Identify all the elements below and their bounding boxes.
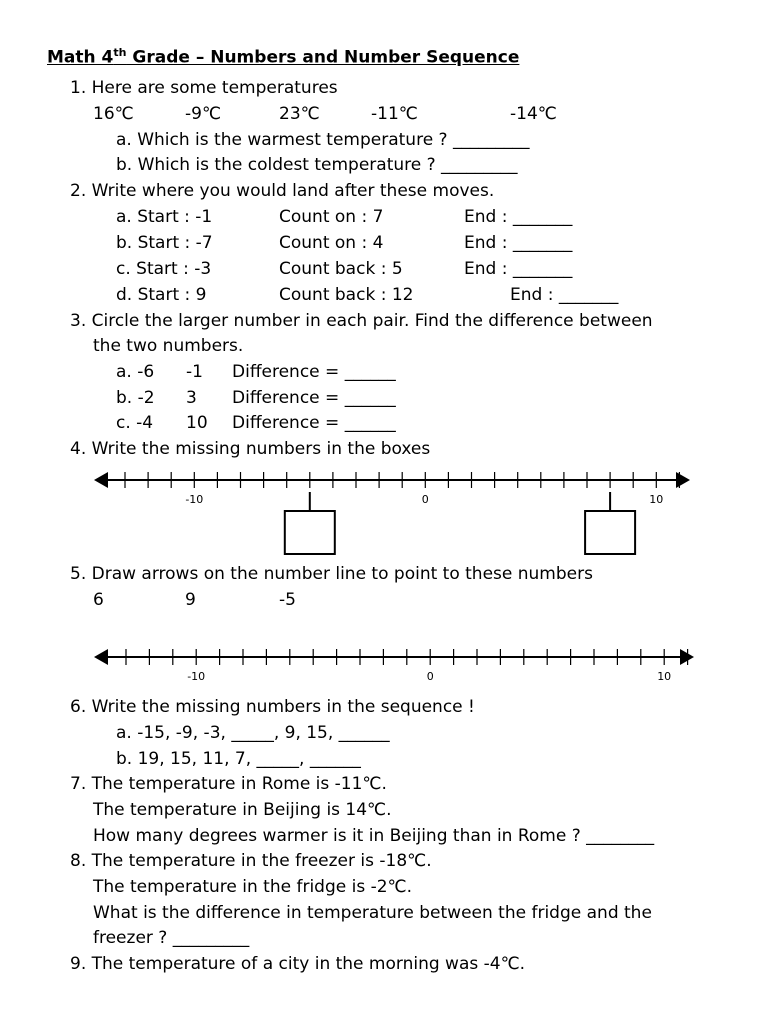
q2-row-c-start: c. Start : -3 xyxy=(116,259,212,279)
q3-prompt-line1: 3. Circle the larger number in each pair. Find the difference between xyxy=(70,311,653,331)
q2-row-d-start: d. Start : 9 xyxy=(116,285,207,305)
q3-row-c-diff: Difference = ______ xyxy=(232,413,396,433)
q7-line3: How many degrees warmer is it in Beijing than in Rome ? ________ xyxy=(93,826,655,846)
q8-line2: The temperature in the fridge is -2℃. xyxy=(93,877,413,897)
q5-number-3: -5 xyxy=(279,590,296,610)
q2-row-a-start: a. Start : -1 xyxy=(116,207,213,227)
q1-part-a: a. Which is the warmest temperature ? _________ xyxy=(116,130,530,150)
q2-row-a-move: Count on : 7 xyxy=(279,207,384,227)
q3-row-b-diff: Difference = ______ xyxy=(232,388,396,408)
q5-number-line-tick-label: 10 xyxy=(657,670,672,683)
q6-part-b: b. 19, 15, 11, 7, _____, ______ xyxy=(116,749,361,769)
q1-temp-4: -11℃ xyxy=(371,104,418,124)
q5-number-line-left-arrow xyxy=(94,649,108,665)
q4-number-line-tick-label: -10 xyxy=(185,493,204,506)
q2-row-a-end: End : _______ xyxy=(464,207,573,227)
q5-number-line-tick-label: 0 xyxy=(426,670,434,683)
q1-temp-3: 23℃ xyxy=(279,104,320,124)
q2-row-b-start: b. Start : -7 xyxy=(116,233,213,253)
q3-row-a-label: a. -6 xyxy=(116,362,155,382)
q5-number-line-tick-label: -10 xyxy=(187,670,206,683)
q3-row-a-second: -1 xyxy=(186,362,203,382)
q2-row-d-end: End : _______ xyxy=(510,285,619,305)
q4-prompt: 4. Write the missing numbers in the boxes xyxy=(70,439,431,459)
q2-row-b-move: Count on : 4 xyxy=(279,233,384,253)
q1-temp-1: 16℃ xyxy=(93,104,134,124)
q1-prompt: 1. Here are some temperatures xyxy=(70,78,338,98)
q2-prompt: 2. Write where you would land after these moves. xyxy=(70,181,495,201)
q1-part-b: b. Which is the coldest temperature ? _________ xyxy=(116,155,518,175)
q2-row-c-end: End : _______ xyxy=(464,259,573,279)
q1-temp-5: -14℃ xyxy=(510,104,557,124)
q6-prompt: 6. Write the missing numbers in the sequence ! xyxy=(70,697,475,717)
q7-line1: 7. The temperature in Rome is -11℃. xyxy=(70,774,387,794)
q2-row-c-move: Count back : 5 xyxy=(279,259,403,279)
q2-row-d-move: Count back : 12 xyxy=(279,285,414,305)
q4-number-line-tick-label: 10 xyxy=(649,493,664,506)
q3-prompt-line2: the two numbers. xyxy=(93,336,244,356)
q8-line3: What is the difference in temperature between the fridge and the xyxy=(93,903,652,923)
q8-line1: 8. The temperature in the freezer is -18℃. xyxy=(70,851,432,871)
q6-part-a: a. -15, -9, -3, _____, 9, 15, ______ xyxy=(116,723,390,743)
q5-number-1: 6 xyxy=(93,590,104,610)
q3-row-a-diff: Difference = ______ xyxy=(232,362,396,382)
worksheet-title: Math 4th Grade – Numbers and Number Sequence xyxy=(47,46,520,68)
q3-row-c-second: 10 xyxy=(186,413,208,433)
q3-row-b-second: 3 xyxy=(186,388,197,408)
q4-number-line-tick-label: 0 xyxy=(421,493,429,506)
q5-number-2: 9 xyxy=(185,590,196,610)
q9-line1: 9. The temperature of a city in the morning was -4℃. xyxy=(70,954,526,974)
q3-row-c-label: c. -4 xyxy=(116,413,154,433)
q8-line4: freezer ? _________ xyxy=(93,928,250,948)
q5-prompt: 5. Draw arrows on the number line to point to these numbers xyxy=(70,564,593,584)
q3-row-b-label: b. -2 xyxy=(116,388,155,408)
q7-line2: The temperature in Beijing is 14℃. xyxy=(93,800,392,820)
q1-temp-2: -9℃ xyxy=(185,104,222,124)
q2-row-b-end: End : _______ xyxy=(464,233,573,253)
